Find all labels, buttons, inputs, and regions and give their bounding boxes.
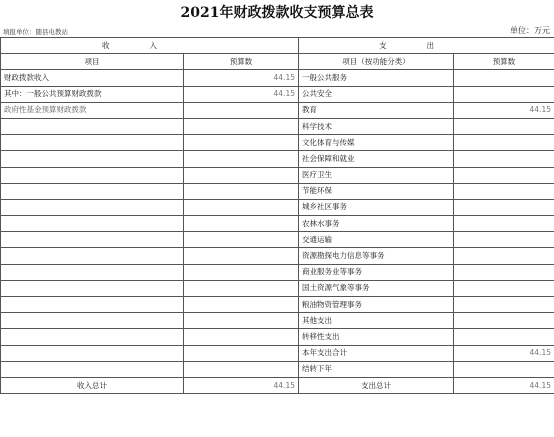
budget-table-body — [1, 38, 554, 394]
expense-item-label: 粮油物资管理事务 — [299, 297, 454, 313]
expense-item-label: 公共安全 — [299, 86, 454, 102]
income-empty-cell — [1, 280, 184, 296]
expense-item-value — [454, 86, 554, 102]
expense-item-value: 44.15 — [454, 102, 554, 118]
table-row — [1, 183, 554, 199]
income-empty-cell — [184, 232, 299, 248]
expense-item-label: 科学技术 — [299, 118, 454, 134]
table-row — [1, 232, 554, 248]
table-row — [1, 167, 554, 183]
table-row — [1, 345, 554, 361]
income-empty-cell — [184, 216, 299, 232]
expense-item-label: 国土资源气象等事务 — [299, 280, 454, 296]
expense-item-label: 商业服务业等事务 — [299, 264, 454, 280]
budget-table — [0, 37, 554, 394]
income-empty-cell — [1, 361, 184, 377]
table-row — [1, 248, 554, 264]
expense-item-value — [454, 264, 554, 280]
income-empty-cell — [184, 345, 299, 361]
expense-budget-header: 预算数 — [454, 54, 554, 70]
currency-unit-label: 单位：万元 — [510, 26, 550, 35]
income-empty-cell — [1, 199, 184, 215]
expense-item-value — [454, 329, 554, 345]
expense-total-label: 支出总计 — [299, 377, 454, 393]
expense-item-label: 文化体育与传媒 — [299, 135, 454, 151]
expense-item-value — [454, 297, 554, 313]
expense-summary-label: 本年支出合计 — [299, 345, 454, 361]
income-empty-cell — [184, 313, 299, 329]
expense-item-value — [454, 183, 554, 199]
income-item-label: 财政拨款收入 — [1, 70, 184, 86]
expense-item-header: 项目（按功能分类） — [299, 54, 454, 70]
table-row — [1, 297, 554, 313]
expense-summary-value: 44.15 — [454, 345, 554, 361]
income-empty-cell — [1, 183, 184, 199]
expense-item-value — [454, 70, 554, 86]
income-item-label: 政府性基金预算财政拨款 — [1, 102, 184, 118]
income-empty-cell — [184, 199, 299, 215]
expense-item-label: 一般公共服务 — [299, 70, 454, 86]
expense-item-label: 资源勘探电力信息等事务 — [299, 248, 454, 264]
income-empty-cell — [184, 167, 299, 183]
income-empty-cell — [184, 297, 299, 313]
income-empty-cell — [184, 135, 299, 151]
expense-item-label: 其他支出 — [299, 313, 454, 329]
expense-summary-label: 结转下年 — [299, 361, 454, 377]
table-row — [1, 86, 554, 102]
expense-item-label: 转移性支出 — [299, 329, 454, 345]
income-empty-cell — [184, 183, 299, 199]
income-empty-cell — [1, 313, 184, 329]
income-item-value: 44.15 — [184, 86, 299, 102]
expense-item-label: 城乡社区事务 — [299, 199, 454, 215]
income-empty-cell — [1, 232, 184, 248]
filler-unit-label: 填报单位：随县电教站 — [3, 28, 68, 36]
table-row — [1, 361, 554, 377]
expense-item-label: 节能环保 — [299, 183, 454, 199]
table-row — [1, 313, 554, 329]
income-empty-cell — [184, 151, 299, 167]
table-row — [1, 151, 554, 167]
income-empty-cell — [1, 264, 184, 280]
expense-item-value — [454, 151, 554, 167]
expense-item-label: 农林水事务 — [299, 216, 454, 232]
expense-summary-value — [454, 361, 554, 377]
expense-item-value — [454, 135, 554, 151]
income-empty-cell — [1, 297, 184, 313]
income-empty-cell — [1, 216, 184, 232]
expense-item-value — [454, 199, 554, 215]
expense-item-label: 教育 — [299, 102, 454, 118]
income-budget-header: 预算数 — [184, 54, 299, 70]
income-empty-cell — [184, 361, 299, 377]
income-empty-cell — [1, 167, 184, 183]
table-row — [1, 329, 554, 345]
income-empty-cell — [184, 329, 299, 345]
expense-total-value: 44.15 — [454, 377, 554, 393]
expense-item-label: 医疗卫生 — [299, 167, 454, 183]
income-empty-cell — [1, 345, 184, 361]
table-row — [1, 135, 554, 151]
table-row — [1, 118, 554, 134]
income-empty-cell — [1, 151, 184, 167]
income-item-value: 44.15 — [184, 70, 299, 86]
income-empty-cell — [1, 248, 184, 264]
income-item-label: 其中：一般公共预算财政拨款 — [1, 86, 184, 102]
expense-item-label: 社会保障和就业 — [299, 151, 454, 167]
page-title: 2021年财政拨款收支预算总表 — [180, 5, 374, 21]
income-total-value: 44.15 — [184, 377, 299, 393]
expense-item-value — [454, 280, 554, 296]
expense-item-label: 交通运输 — [299, 232, 454, 248]
table-row — [1, 377, 554, 393]
column-header-row — [1, 54, 554, 70]
income-empty-cell — [1, 135, 184, 151]
table-row — [1, 102, 554, 118]
table-row — [1, 199, 554, 215]
section-header-row — [1, 38, 554, 54]
expense-item-value — [454, 313, 554, 329]
expense-item-value — [454, 232, 554, 248]
expense-item-value — [454, 167, 554, 183]
table-row — [1, 70, 554, 86]
income-empty-cell — [1, 329, 184, 345]
income-section-header: 收入 — [1, 38, 299, 54]
income-empty-cell — [1, 118, 184, 134]
income-total-label: 收入总计 — [1, 377, 184, 393]
income-empty-cell — [184, 264, 299, 280]
income-empty-cell — [184, 248, 299, 264]
expense-item-value — [454, 248, 554, 264]
income-item-value — [184, 102, 299, 118]
income-empty-cell — [184, 118, 299, 134]
expense-section-header: 支出 — [299, 38, 554, 54]
income-empty-cell — [184, 280, 299, 296]
income-item-header: 项目 — [1, 54, 184, 70]
table-row — [1, 280, 554, 296]
table-row — [1, 264, 554, 280]
table-row — [1, 216, 554, 232]
expense-item-value — [454, 118, 554, 134]
expense-item-value — [454, 216, 554, 232]
